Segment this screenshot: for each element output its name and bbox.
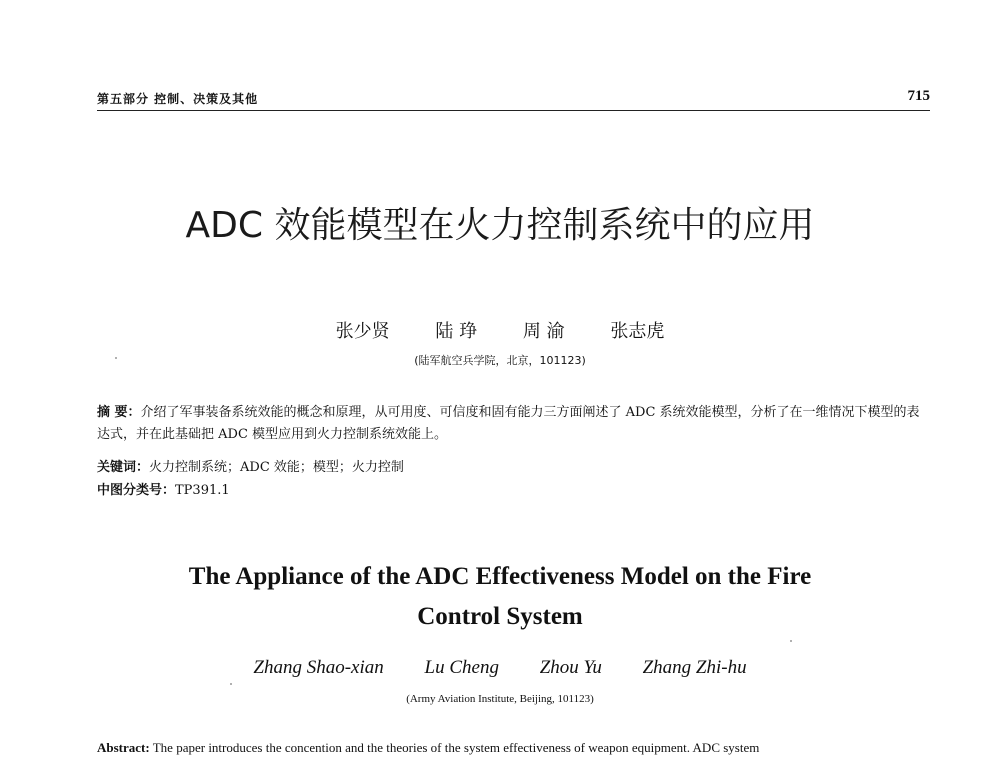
chinese-keywords: [97, 457, 930, 479]
chinese-abstract: [97, 402, 930, 446]
en-author-2: Lu Cheng: [424, 657, 499, 678]
english-title: [0, 557, 1000, 637]
author-3: 周 渝: [522, 321, 565, 342]
keywords-label: 关键词：: [97, 460, 150, 475]
author-4: 张志虎: [610, 321, 665, 342]
abstract-text: 介绍了军事装备系统效能的概念和原理，从可用度、可信度和固有能力三方面阐述了 ADC 系统效能模型，分析了在一维情况下模型的表达式，并在此基础把 ADC 模型应用到火力控制系统效能上。: [97, 405, 920, 442]
page-number: 715: [907, 88, 930, 104]
author-1: 张少贤: [335, 321, 390, 342]
class-label: 中图分类号：: [97, 483, 176, 498]
en-abstract-label: Abstract:: [97, 740, 150, 755]
en-author-3: Zhou Yu: [539, 657, 602, 678]
classification-number: [97, 480, 930, 502]
english-title-line-2: Control System: [417, 603, 583, 630]
en-abstract-text: The paper introduces the concention and the theories of the system effectiveness of weapon equipment. ADC system: [152, 740, 760, 755]
chinese-title: ADC 效能模型在火力控制系统中的应用: [185, 205, 815, 246]
abstract-label: 摘 要：: [97, 405, 141, 420]
en-author-4: Zhang Zhi-hu: [642, 657, 747, 678]
english-title-line-1: The Appliance of the ADC Effectiveness Model on the Fire: [188, 563, 812, 590]
running-header: [97, 88, 930, 111]
author-2: 陆 琤: [435, 321, 478, 342]
scan-speck: [230, 683, 232, 685]
english-affiliation: (Army Aviation Institute, Beijing, 101123): [406, 693, 594, 705]
english-abstract: [97, 740, 930, 756]
class-text: TP391.1: [175, 483, 230, 498]
keywords-text: 火力控制系统；ADC 效能；模型；火力控制: [149, 460, 404, 475]
en-author-1: Zhang Shao-xian: [253, 657, 384, 678]
scan-speck: [790, 640, 792, 642]
chinese-affiliation: (陆军航空兵学院，北京，101123): [414, 354, 586, 367]
english-authors: [0, 657, 1000, 679]
section-title: 第五部分 控制、决策及其他: [97, 92, 259, 106]
chinese-authors: [0, 317, 1000, 343]
